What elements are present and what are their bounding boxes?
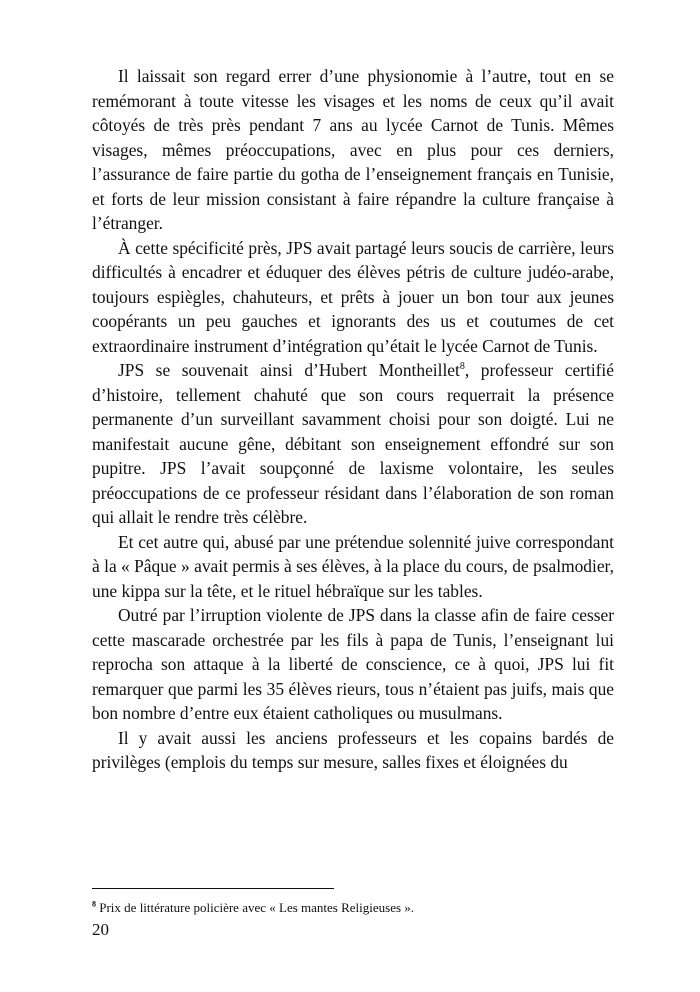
page-number: 20: [92, 920, 109, 939]
footnote: [92, 900, 414, 916]
paragraph-2: À cette spécificité près, JPS avait partagé leurs soucis de carrière, leurs difficultés à encadrer et éduquer des élèves pétris de culture judéo-arabe, toujours espiègles, chahuteurs, et prêts à jouer un bon tour aux jeunes coopérants un peu gauches et ignorants des us et coutumes de cet extraordinaire instrument d’intégration qu’était le lycée Carnot de Tunis.: [92, 237, 614, 356]
paragraph-3-after: , professeur certifié d’histoire, tellement chahuté que son cours requerrait la présence permanente d’un surveillant savamment choisi pour son doigté. Lui ne manifestait aucune gêne, débitant son enseignement effondré sur son pupitre. JPS l’avait soupçonné de laxisme volontaire, les seules préoccupations de ce professeur résidant dans l’élaboration de son roman qui allait le rendre très célèbre.: [92, 360, 614, 527]
page-body: [92, 64, 614, 775]
paragraph-5: Outré par l’irruption violente de JPS dans la classe afin de faire cesser cette mascarade orchestrée par les fils à papa de Tunis, l’enseignant lui reprocha son attaque à la liberté de conscience, ce à quoi, JPS lui fit remarquer que parmi les 35 élèves rieurs, tous n’étaient pas juifs, mais que bon nombre d’entre eux étaient catholiques ou musulmans.: [92, 605, 614, 723]
footnote-reference[interactable]: 8: [459, 361, 465, 373]
footnote-divider: [92, 888, 334, 889]
paragraph-6: Il y avait aussi les anciens professeurs et les copains bardés de privilèges (emplois du temps sur mesure, salles fixes et éloignées du: [92, 727, 614, 772]
paragraph-3: [92, 358, 614, 530]
footnote-number: 8: [92, 899, 96, 909]
paragraph-4: Et cet autre qui, abusé par une prétendue solennité juive correspondant à la « Pâque » avait permis à ses élèves, à la place du cours, de psalmodier, une kippa sur la tête, et le rituel hébraïque sur les tables.: [92, 531, 614, 601]
footnote-text: Prix de littérature policière avec « Les mantes Religieuses ».: [99, 900, 415, 915]
paragraph-1: Il laissait son regard errer d’une physionomie à l’autre, tout en se remémorant à toute vitesse les visages et les noms de ceux qu’il avait côtoyés de très près pendant 7 ans au lycée Carnot de Tunis. Mêmes visages, mêmes préoccupations, avec en plus pour ces derniers, l’assurance de faire partie du gotha de l’enseignement français en Tunisie, et forts de leur mission consistant à faire répandre la culture française à l’étranger.: [92, 66, 614, 233]
paragraph-3-before: JPS se souvenait ainsi d’Hubert Montheillet: [118, 360, 460, 380]
